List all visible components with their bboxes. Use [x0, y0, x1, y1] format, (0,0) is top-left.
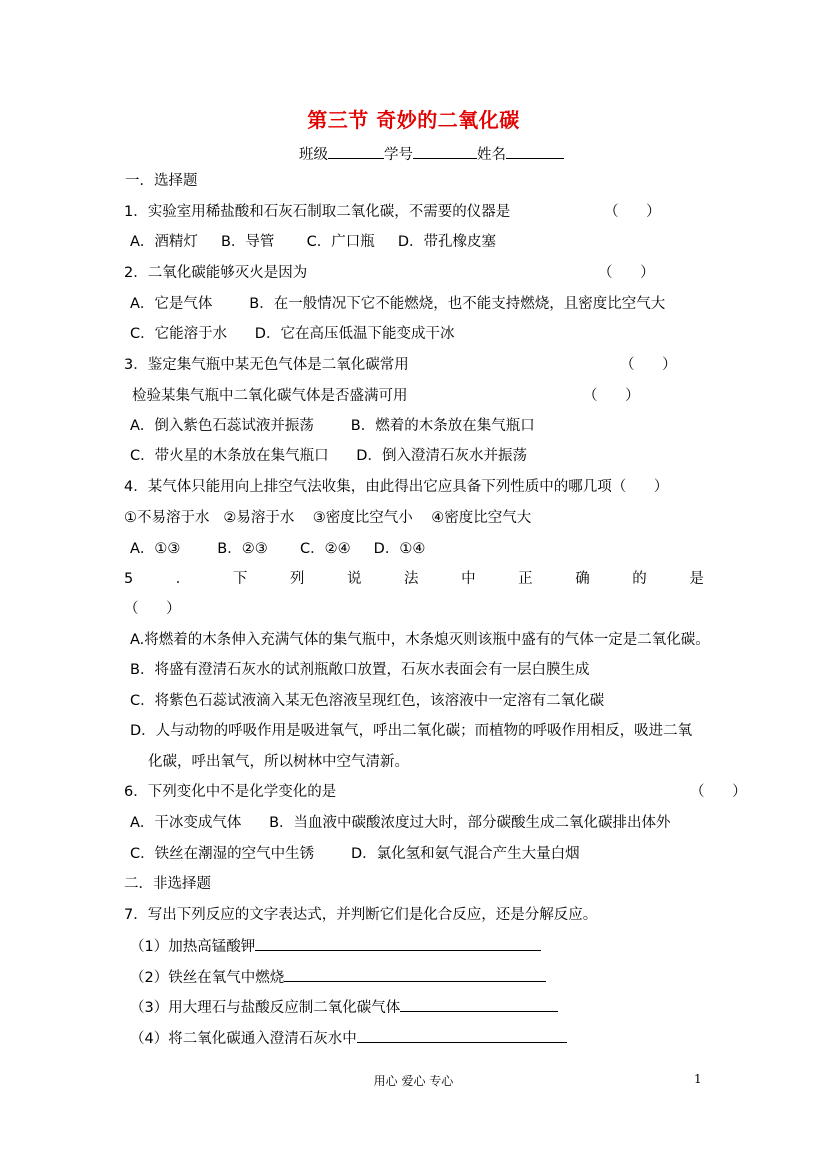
question-2-options-cd: C．它能溶于水 D．它在高压低温下能变成干冰: [130, 326, 455, 342]
question-5-stem-char: 是: [689, 571, 704, 587]
question-7-item-1-blank[interactable]: [255, 936, 541, 951]
question-3-answer-paren-1[interactable]: （ ）: [620, 357, 677, 373]
page-title: 第三节 奇妙的二氧化碳: [307, 108, 520, 132]
question-3-answer-paren-2[interactable]: （ ）: [583, 388, 640, 404]
question-5-stem-char: 下: [232, 571, 248, 587]
question-6-stem: 6．下列变化中不是化学变化的是: [124, 784, 337, 800]
question-5-option-d-line-2: 化碳，呼出氧气，所以树林中空气清新。: [148, 754, 409, 770]
question-5-stem-char: 列: [289, 571, 305, 587]
question-4-options: A．①③ B．②③ C．②④ D．①④: [130, 541, 426, 557]
question-3-stem-2: 检验某集气瓶中二氧化碳气体是否盛满可用: [132, 388, 408, 404]
question-7-stem: 7．写出下列反应的文字表达式，并判断它们是化合反应，还是分解反应。: [124, 907, 598, 923]
question-1-stem: 1．实验室用稀盐酸和石灰石制取二氧化碳，不需要的仪器是: [124, 204, 511, 220]
question-5-stem-char: 正: [518, 571, 533, 587]
student-info-row: [299, 144, 564, 164]
question-5-option-b: B．将盛有澄清石灰水的试剂瓶敞口放置，石灰水表面会有一层白膜生成: [130, 662, 590, 678]
question-4-stem: 4．某气体只能用向上排空气法收集，由此得出它应具备下列性质中的哪几项（ ）: [124, 479, 669, 495]
question-5-stem-char: 中: [461, 571, 476, 587]
question-7-item-1-label: （1）加热高锰酸钾: [130, 939, 256, 955]
question-7-item-3: [130, 997, 558, 1017]
question-3-options-ab: A．倒入紫色石蕊试液并振荡 B．燃着的木条放在集气瓶口: [130, 418, 535, 434]
question-2-options-ab: A．它是气体 B．在一般情况下它不能燃烧，也不能支持燃烧，且密度比空气大: [130, 296, 666, 312]
question-5-stem-char: 的: [632, 571, 647, 587]
section-heading-non-choice: 二．非选择题: [124, 876, 211, 892]
question-4-properties: ①不易溶于水 ②易溶于水 ③密度比空气小 ④密度比空气大: [124, 510, 532, 526]
student-id-blank[interactable]: [413, 144, 477, 159]
question-2-stem: 2．二氧化碳能够灭火是因为: [124, 265, 308, 281]
question-7-item-2-label: （2）铁丝在氧气中燃烧: [130, 970, 285, 986]
page-number: 1: [694, 1072, 702, 1086]
question-5-stem-char: 5: [124, 571, 134, 587]
question-5-stem-char: 法: [404, 571, 419, 587]
question-3-stem: 3．鉴定集气瓶中某无色气体是二氧化碳常用: [124, 357, 409, 373]
class-blank[interactable]: [328, 144, 384, 159]
question-5-stem-char: 说: [346, 571, 362, 587]
name-label: 姓名: [477, 147, 506, 163]
question-5-answer-paren[interactable]: （ ）: [124, 601, 181, 617]
name-blank[interactable]: [506, 144, 564, 159]
question-7-item-3-blank[interactable]: [400, 997, 558, 1012]
question-2-answer-paren[interactable]: （ ）: [598, 265, 655, 281]
question-5-stem-char: ．: [175, 571, 191, 587]
class-label: 班级: [299, 147, 328, 163]
question-7-item-4: [130, 1028, 567, 1048]
question-7-item-1: [130, 936, 541, 956]
question-5-option-d-line-1: D．人与动物的呼吸作用是吸进氧气，呼出二氧化碳；而植物的呼吸作用相反，吸进二氧: [130, 723, 693, 739]
question-7-item-2-blank[interactable]: [284, 967, 546, 982]
question-7-item-4-blank[interactable]: [357, 1028, 567, 1043]
question-7-item-3-label: （3）用大理石与盐酸反应制二氧化碳气体: [130, 1000, 401, 1016]
section-heading-choice: 一．选择题: [125, 173, 198, 189]
question-7-item-2: [130, 967, 546, 987]
question-5-stem-char: 确: [575, 571, 590, 587]
question-7-item-4-label: （4）将二氧化碳通入澄清石灰水中: [130, 1031, 357, 1047]
question-6-answer-paren[interactable]: （ ）: [690, 784, 747, 800]
question-1-options: A．酒精灯 B．导管 C．广口瓶 D．带孔橡皮塞: [130, 234, 497, 250]
question-5-option-c: C．将紫色石蕊试液滴入某无色溶液呈现红色，该溶液中一定溶有二氧化碳: [130, 693, 605, 709]
question-6-options-cd: C．铁丝在潮湿的空气中生锈 D．氯化氢和氨气混合产生大量白烟: [130, 846, 580, 862]
question-6-options-ab: A．干冰变成气体 B．当血液中碳酸浓度过大时，部分碳酸生成二氧化碳排出体外: [130, 815, 671, 831]
question-5-option-a: A.将燃着的木条伸入充满气体的集气瓶中，木条熄灭则该瓶中盛有的气体一定是二氧化碳。: [130, 632, 710, 648]
question-1-answer-paren[interactable]: （ ）: [604, 204, 661, 220]
question-3-options-cd: C．带火星的木条放在集气瓶口 D．倒入澄清石灰水并振荡: [130, 448, 527, 464]
page-footer: 用心 爱心 专心: [373, 1074, 454, 1088]
question-5-stem: [124, 570, 704, 588]
student-id-label: 学号: [384, 147, 413, 163]
